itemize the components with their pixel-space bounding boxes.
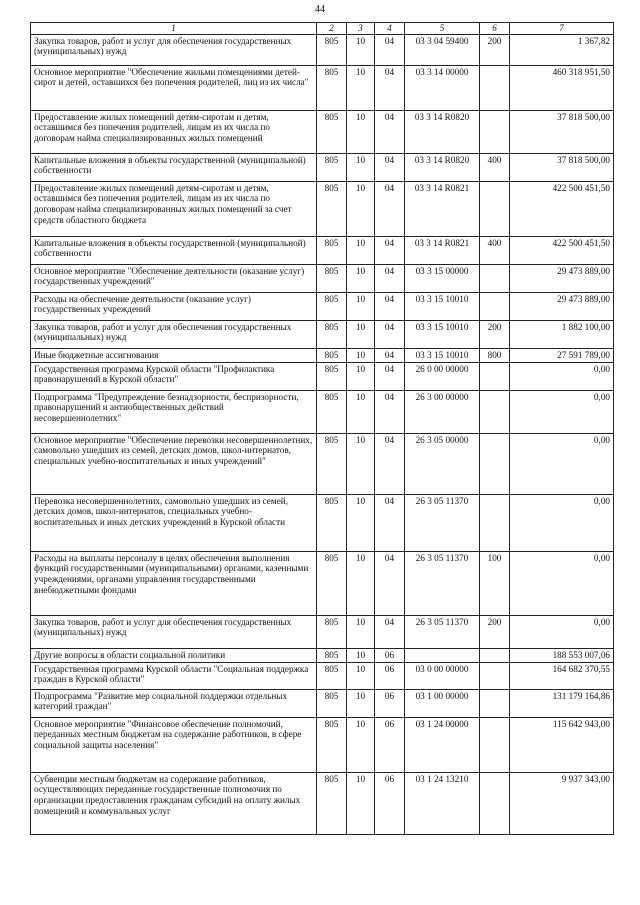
- row-code-5: 03 3 15 10010: [405, 292, 480, 320]
- row-amount: 29 473 889,00: [510, 264, 614, 292]
- row-code-3: 10: [347, 34, 375, 65]
- row-code-6: [480, 648, 510, 662]
- row-code-6: [480, 181, 510, 236]
- table-row: [31, 236, 614, 264]
- row-amount: 0,00: [510, 494, 614, 551]
- table-row: [31, 362, 614, 390]
- row-code-6: 100: [480, 551, 510, 615]
- row-code-2: 805: [317, 662, 347, 689]
- row-code-4: 04: [375, 292, 405, 320]
- table-row: [31, 662, 614, 689]
- row-code-4: 06: [375, 662, 405, 689]
- row-name: Предоставление жилых помещений детям-сиротам и детям, оставшимся без попечения родителей, лицам из их числа по договорам найма специализированных жилых помещений: [31, 110, 317, 153]
- row-code-3: 10: [347, 181, 375, 236]
- row-code-2: 805: [317, 65, 347, 110]
- table-row: [31, 264, 614, 292]
- table-row: [31, 181, 614, 236]
- row-amount: 0,00: [510, 362, 614, 390]
- row-name: Основное мероприятие "Финансовое обеспечение полномочий, переданных местным бюджетам на содержание работников, в сфере социальной защиты населения": [31, 717, 317, 772]
- column-header: 5: [405, 23, 480, 35]
- row-name: Закупка товаров, работ и услуг для обеспечения государственных (муниципальных) нужд: [31, 320, 317, 348]
- row-code-5: 03 3 15 10010: [405, 320, 480, 348]
- row-name: Основное мероприятие "Обеспечение жильми помещениями детей-сирот и детей, оставшихся без попечения родителей, лиц из их числа": [31, 65, 317, 110]
- row-code-2: 805: [317, 362, 347, 390]
- table-row: [31, 292, 614, 320]
- row-amount: 0,00: [510, 551, 614, 615]
- row-code-5: 03 1 24 00000: [405, 717, 480, 772]
- row-name: Государственная программа Курской области "Профилактика правонарушений в Курской области": [31, 362, 317, 390]
- row-code-5: 26 0 00 00000: [405, 362, 480, 390]
- column-header: 3: [347, 23, 375, 35]
- row-code-2: 805: [317, 615, 347, 648]
- row-code-4: 04: [375, 615, 405, 648]
- row-code-3: 10: [347, 772, 375, 834]
- row-code-6: [480, 110, 510, 153]
- table-row: [31, 717, 614, 772]
- row-code-3: 10: [347, 348, 375, 362]
- row-code-6: 400: [480, 153, 510, 181]
- row-code-2: 805: [317, 648, 347, 662]
- row-name: Перевозка несовершеннолетних, самовольно ушедших из семей, детских домов, школ-интернатов, специальных учебно-воспитательных и иных детских учреждений в Курской области: [31, 494, 317, 551]
- row-code-5: 03 1 24 13210: [405, 772, 480, 834]
- column-header: 1: [31, 23, 317, 35]
- row-amount: 1 882 100,00: [510, 320, 614, 348]
- column-header: 7: [510, 23, 614, 35]
- row-code-3: 10: [347, 662, 375, 689]
- row-code-6: [480, 689, 510, 717]
- row-amount: 37 818 500,00: [510, 153, 614, 181]
- row-code-4: 04: [375, 362, 405, 390]
- table-row: [31, 648, 614, 662]
- row-code-3: 10: [347, 110, 375, 153]
- row-code-3: 10: [347, 362, 375, 390]
- row-code-5: 03 3 15 00000: [405, 264, 480, 292]
- row-code-4: 04: [375, 110, 405, 153]
- row-amount: 37 818 500,00: [510, 110, 614, 153]
- row-code-2: 805: [317, 264, 347, 292]
- row-amount: 131 179 164,86: [510, 689, 614, 717]
- row-amount: 164 682 370,55: [510, 662, 614, 689]
- column-header: 2: [317, 23, 347, 35]
- row-code-5: 26 3 00 00000: [405, 390, 480, 433]
- row-code-6: [480, 390, 510, 433]
- row-code-6: [480, 772, 510, 834]
- row-name: Капитальные вложения в объекты государственной (муниципальной) собственности: [31, 236, 317, 264]
- row-code-4: 04: [375, 494, 405, 551]
- row-code-4: 06: [375, 648, 405, 662]
- row-code-4: 04: [375, 264, 405, 292]
- row-amount: 188 553 007,06: [510, 648, 614, 662]
- row-code-3: 10: [347, 292, 375, 320]
- row-amount: 27 591 789,00: [510, 348, 614, 362]
- row-amount: 9 937 343,00: [510, 772, 614, 834]
- table-row: [31, 551, 614, 615]
- row-name: Расходы на обеспечение деятельности (оказание услуг) государственных учреждений: [31, 292, 317, 320]
- row-code-3: 10: [347, 65, 375, 110]
- row-code-2: 805: [317, 551, 347, 615]
- row-amount: 115 642 943,00: [510, 717, 614, 772]
- row-code-3: 10: [347, 689, 375, 717]
- table-row: [31, 390, 614, 433]
- row-code-5: 03 0 00 00000: [405, 662, 480, 689]
- column-header: 4: [375, 23, 405, 35]
- row-code-3: 10: [347, 433, 375, 494]
- row-code-2: 805: [317, 110, 347, 153]
- row-code-2: 805: [317, 390, 347, 433]
- row-code-6: [480, 264, 510, 292]
- row-code-2: 805: [317, 292, 347, 320]
- row-code-5: 26 3 05 11370: [405, 494, 480, 551]
- row-name: Расходы на выплаты персоналу в целях обеспечения выполнения функций государственными (муниципальными) органами, казенными учреждениями, органами управления государственными внебюджетными фондами: [31, 551, 317, 615]
- row-code-6: 200: [480, 34, 510, 65]
- row-code-2: 805: [317, 689, 347, 717]
- row-code-4: 04: [375, 320, 405, 348]
- row-code-6: 800: [480, 348, 510, 362]
- table-header-row: [31, 23, 614, 35]
- row-code-5: 03 3 14 R0820: [405, 110, 480, 153]
- row-code-3: 10: [347, 717, 375, 772]
- row-code-5: [405, 648, 480, 662]
- row-amount: 0,00: [510, 433, 614, 494]
- row-amount: 0,00: [510, 390, 614, 433]
- row-name: Капитальные вложения в объекты государственной (муниципальной) собственности: [31, 153, 317, 181]
- row-code-4: 04: [375, 153, 405, 181]
- row-code-4: 06: [375, 772, 405, 834]
- row-amount: 422 500 451,50: [510, 181, 614, 236]
- row-code-5: 26 3 05 11370: [405, 551, 480, 615]
- row-code-5: 03 3 15 10010: [405, 348, 480, 362]
- row-code-4: 04: [375, 348, 405, 362]
- row-code-2: 805: [317, 181, 347, 236]
- row-code-2: 805: [317, 772, 347, 834]
- row-code-6: 400: [480, 236, 510, 264]
- table-row: [31, 110, 614, 153]
- row-code-3: 10: [347, 648, 375, 662]
- row-name: Закупка товаров, работ и услуг для обеспечения государственных (муниципальных) нужд: [31, 615, 317, 648]
- row-code-6: [480, 292, 510, 320]
- row-name: Предоставление жилых помещений детям-сиротам и детям, оставшимся без попечения родителей, лицам из их числа по договорам найма специализированных жилых помещений за счет средств областного бюджета: [31, 181, 317, 236]
- row-code-3: 10: [347, 264, 375, 292]
- column-header: 6: [480, 23, 510, 35]
- row-code-4: 04: [375, 551, 405, 615]
- row-code-2: 805: [317, 433, 347, 494]
- row-code-2: 805: [317, 236, 347, 264]
- row-amount: 0,00: [510, 615, 614, 648]
- row-code-4: 04: [375, 181, 405, 236]
- budget-table: [30, 22, 614, 835]
- row-code-4: 04: [375, 433, 405, 494]
- row-name: Субвенции местным бюджетам на содержание работников, осуществляющих переданные государственные полномочия по организации предоставления гражданам субсидий на оплату жилых помещений и коммунальных услуг: [31, 772, 317, 834]
- row-code-5: 03 3 04 59400: [405, 34, 480, 65]
- row-code-2: 805: [317, 348, 347, 362]
- row-amount: 460 318 951,50: [510, 65, 614, 110]
- row-code-6: [480, 494, 510, 551]
- row-code-3: 10: [347, 390, 375, 433]
- row-code-3: 10: [347, 551, 375, 615]
- table-row: [31, 34, 614, 65]
- row-code-2: 805: [317, 717, 347, 772]
- row-amount: 1 367,82: [510, 34, 614, 65]
- row-name: Подпрограмма "Предупреждение безнадзорности, беспризорности, правонарушений и антиобщественных действий несовершеннолетних": [31, 390, 317, 433]
- row-code-6: 200: [480, 320, 510, 348]
- table-row: [31, 494, 614, 551]
- row-code-3: 10: [347, 615, 375, 648]
- table-row: [31, 689, 614, 717]
- table-row: [31, 772, 614, 834]
- row-name: Государственная программа Курской области "Социальная поддержка граждан в Курской области": [31, 662, 317, 689]
- row-code-3: 10: [347, 494, 375, 551]
- row-code-4: 04: [375, 236, 405, 264]
- table-row: [31, 615, 614, 648]
- table-row: [31, 348, 614, 362]
- row-code-4: 06: [375, 689, 405, 717]
- row-code-4: 04: [375, 65, 405, 110]
- row-name: Подпрограмма "Развитие мер социальной поддержки отдельных категорий граждан": [31, 689, 317, 717]
- row-code-6: [480, 433, 510, 494]
- row-name: Другие вопросы в области социальной политики: [31, 648, 317, 662]
- page-number: 44: [315, 4, 325, 15]
- row-code-2: 805: [317, 320, 347, 348]
- row-amount: 422 500 451,50: [510, 236, 614, 264]
- table-row: [31, 153, 614, 181]
- row-code-5: 03 3 14 00000: [405, 65, 480, 110]
- row-code-5: 03 1 00 00000: [405, 689, 480, 717]
- row-code-4: 04: [375, 390, 405, 433]
- row-name: Основное мероприятие "Обеспечение деятельности (оказание услуг) государственных учреждений": [31, 264, 317, 292]
- row-code-4: 06: [375, 717, 405, 772]
- row-code-6: 200: [480, 615, 510, 648]
- row-code-2: 805: [317, 34, 347, 65]
- row-code-2: 805: [317, 494, 347, 551]
- row-code-2: 805: [317, 153, 347, 181]
- table-row: [31, 65, 614, 110]
- row-name: Иные бюджетные ассигнования: [31, 348, 317, 362]
- table-row: [31, 320, 614, 348]
- row-code-6: [480, 717, 510, 772]
- table-row: [31, 433, 614, 494]
- row-code-6: [480, 362, 510, 390]
- row-code-3: 10: [347, 320, 375, 348]
- row-code-6: [480, 65, 510, 110]
- row-code-5: 26 3 05 00000: [405, 433, 480, 494]
- row-code-5: 03 3 14 R0821: [405, 236, 480, 264]
- row-name: Основное мероприятие "Обеспечение перевозки несовершеннолетних, самовольно ушедших из семей, детских домов, школ-интернатов, специальных учебно-воспитательных и иных учреждений": [31, 433, 317, 494]
- row-code-5: 03 3 14 R0820: [405, 153, 480, 181]
- row-name: Закупка товаров, работ и услуг для обеспечения государственных (муниципальных) нужд: [31, 34, 317, 65]
- row-code-4: 04: [375, 34, 405, 65]
- row-code-5: 26 3 05 11370: [405, 615, 480, 648]
- row-amount: 29 473 889,00: [510, 292, 614, 320]
- row-code-3: 10: [347, 153, 375, 181]
- row-code-5: 03 3 14 R0821: [405, 181, 480, 236]
- row-code-6: [480, 662, 510, 689]
- row-code-3: 10: [347, 236, 375, 264]
